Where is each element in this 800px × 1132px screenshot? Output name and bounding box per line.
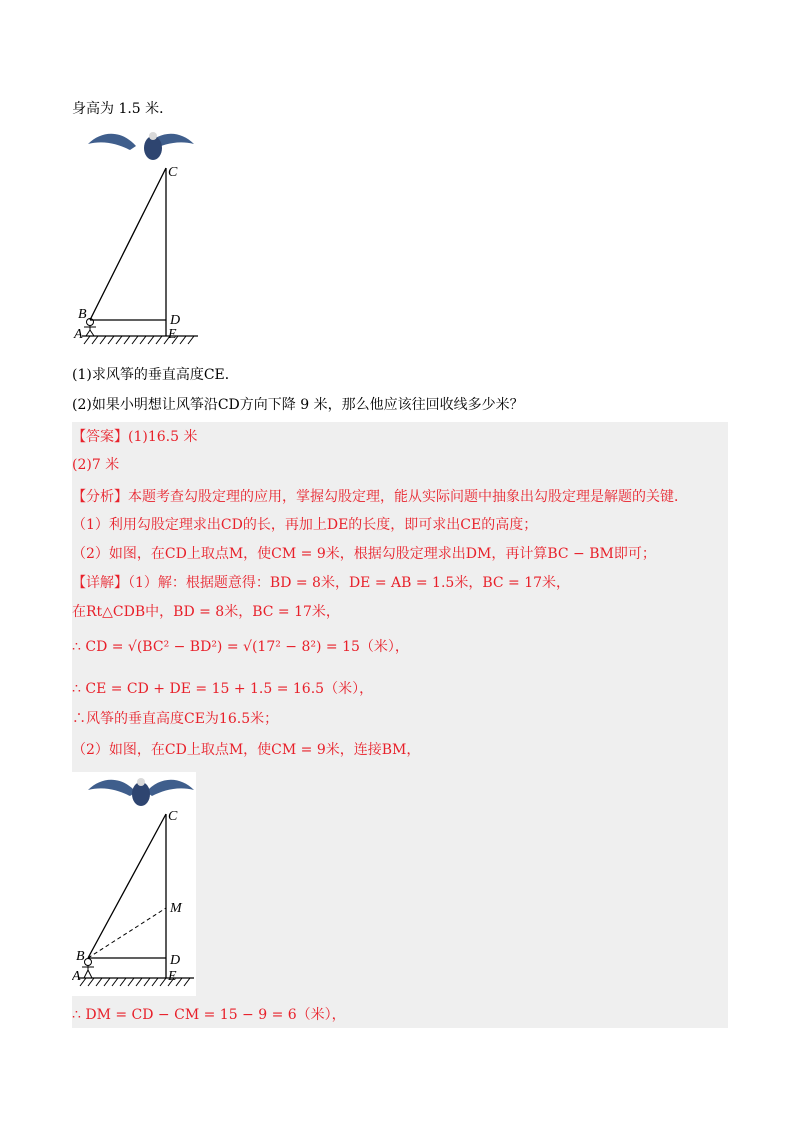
- svg-text:D: D: [170, 953, 181, 968]
- bird-icon: [88, 778, 194, 806]
- detail-l2: 在Rt△CDB中，BD = 8米，BC = 17米，: [72, 604, 340, 620]
- answer-tag: 【答案】: [72, 429, 128, 445]
- svg-text:D: D: [170, 313, 181, 328]
- svg-text:B: B: [78, 307, 87, 322]
- bird-icon: [88, 132, 194, 160]
- svg-text:M: M: [170, 901, 182, 916]
- detail-l1: （1）解：根据题意得：BD = 8米，DE = AB = 1.5米，BC = 17米，: [128, 575, 571, 591]
- answer-panel-right: [196, 774, 728, 996]
- svg-text:A: A: [72, 969, 81, 984]
- analysis-p1: （1）利用勾股定理求出CD的长，再加上DE的长度，即可求出CE的高度；: [72, 517, 538, 533]
- svg-text:E: E: [168, 327, 177, 342]
- svg-text:E: E: [168, 969, 177, 984]
- question-2: (2)如果小明想让风筝沿CD方向下降 9 米，那么他应该往回收线多少米？: [72, 397, 524, 413]
- analysis-line: [72, 486, 688, 508]
- answer-line-1: [72, 426, 197, 448]
- detail-l6: （2）如图，在CD上取点M，使CM = 9米，连接BM，: [72, 742, 421, 758]
- detail-tag: 【详解】: [72, 575, 128, 591]
- analysis-tag: 【分析】: [72, 489, 128, 505]
- detail-l7: ∴ DM = CD − CM = 15 − 9 = 6（米），: [72, 1007, 346, 1023]
- detail-l3: ∴ CD = √(BC² − BD²) = √(17² − 8²) = 15（米），: [72, 639, 409, 655]
- intro-text: 身高为 1.5 米．: [72, 101, 174, 117]
- svg-text:B: B: [76, 949, 85, 964]
- svg-text:C: C: [168, 165, 178, 180]
- detail-line-1: [72, 572, 570, 594]
- detail-l4: ∴ CE = CD + DE = 15 + 1.5 = 16.5（米），: [72, 681, 374, 697]
- answer-1: (1)16.5 米: [128, 429, 198, 445]
- analysis-p2: （2）如图，在CD上取点M，使CM = 9米，根据勾股定理求出DM，再计算BC − BM即可；: [72, 546, 656, 562]
- question-1: (1)求风筝的垂直高度CE．: [72, 367, 239, 383]
- svg-text:C: C: [168, 809, 178, 824]
- svg-text:A: A: [74, 327, 83, 342]
- kite-figure-2: [72, 772, 196, 996]
- analysis-text: 本题考查勾股定理的应用，掌握勾股定理，能从实际问题中抽象出勾股定理是解题的关键．: [128, 489, 688, 505]
- kite-figure-1: [72, 124, 202, 350]
- detail-l5: ∴风筝的垂直高度CE为16.5米；: [72, 711, 279, 727]
- answer-2: (2)7 米: [72, 457, 120, 473]
